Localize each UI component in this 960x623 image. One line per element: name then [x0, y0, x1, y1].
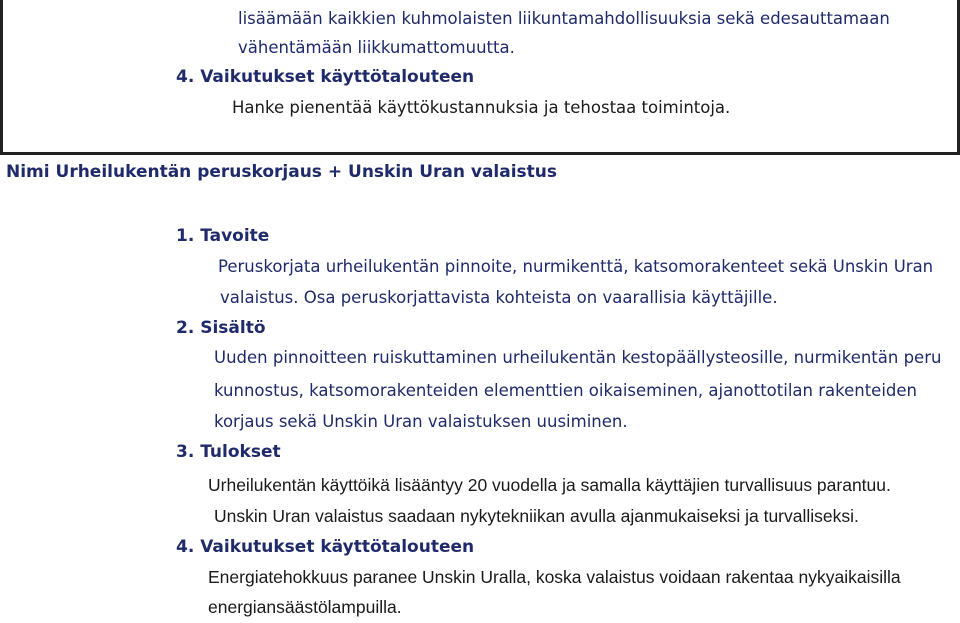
section-text-line: valaistus. Osa peruskorjattavista kohteista on vaarallisia käyttäjille. [220, 288, 778, 307]
box-section-heading: 4. Vaikutukset käyttötalouteen [176, 67, 475, 87]
section-heading-vaikutukset: 4. Vaikutukset käyttötalouteen [176, 537, 475, 557]
section-text-line: Unskin Uran valaistus saadaan nykytekniikan avulla ajanmukaiseksi ja turvalliseksi. [214, 506, 859, 526]
section-text-line: Urheilukentän käyttöikä lisääntyy 20 vuodella ja samalla käyttäjien turvallisuus parantuu. [208, 475, 891, 495]
box-text-line: vähentämään liikkumattomuutta. [238, 38, 515, 57]
box-section-text: Hanke pienentää käyttökustannuksia ja tehostaa toimintoja. [232, 98, 731, 117]
project-title: Nimi Urheilukentän peruskorjaus + Unskin Uran valaistus [6, 162, 558, 182]
section-heading-tavoite: 1. Tavoite [176, 226, 270, 246]
section-heading-sisalto: 2. Sisältö [176, 318, 266, 338]
section-text-line: korjaus sekä Unskin Uran valaistuksen uusiminen. [214, 412, 628, 431]
box-text-line: lisäämään kaikkien kuhmolaisten liikuntamahdollisuuksia sekä edesauttamaan [238, 9, 890, 28]
section-text-line: Peruskorjata urheilukentän pinnoite, nurmikenttä, katsomorakenteet sekä Unskin Uran [218, 257, 934, 276]
section-text-line: kunnostus, katsomorakenteiden elementtien oikaiseminen, ajanottotilan rakenteiden [214, 381, 917, 400]
section-heading-tulokset: 3. Tulokset [176, 442, 281, 462]
section-text-line: Energiatehokkuus paranee Unskin Uralla, koska valaistus voidaan rakentaa nykyaikaisilla [208, 567, 901, 587]
section-text-line: energiansäästölampuilla. [208, 597, 402, 617]
section-text-line: Uuden pinnoitteen ruiskuttaminen urheilukentän kestopäällysteosille, nurmikentän peru [214, 348, 942, 367]
